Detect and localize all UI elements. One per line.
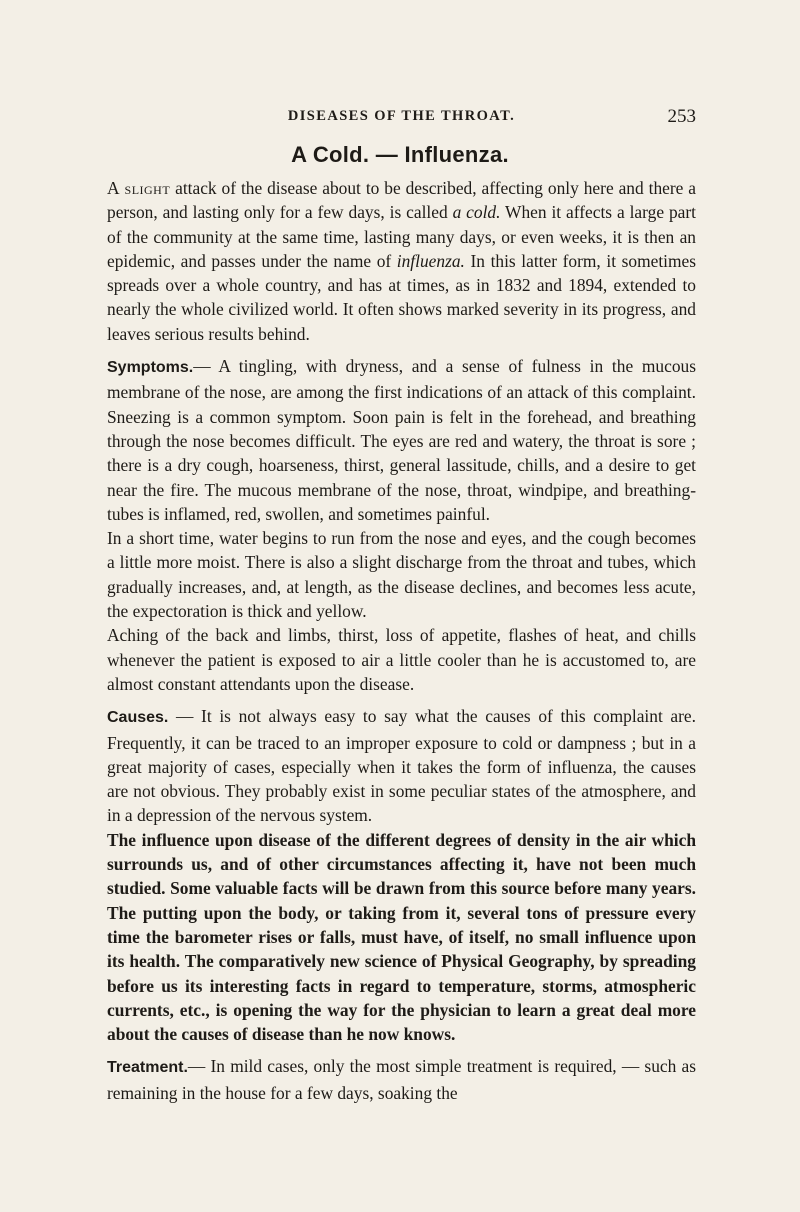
- symptoms-text-1: — A tingling, with dryness, and a sense of fulness in the mucous membrane of the nose, are among the first indications of an attack of this complaint. Sneezing is a common symptom. Soon pain is felt in the forehead, and breathing through the nose becomes difficult. The eyes are red and watery, the throat is sore ; there is a dry cough, hoarseness, thirst, general lassitude, chills, and a desire to get near the fire. The mucous membrane of the nose, throat, windpipe, and breathing-tubes is inflamed, red, swollen, and sometimes painful.: [107, 356, 696, 524]
- symptoms-text-2: In a short time, water begins to run from the nose and eyes, and the cough becomes a little more moist. There is also a slight discharge from the throat and tubes, which gradually increases, and, at length, as the disease declines, and becomes less acute, the expectoration is thick and yellow.: [107, 528, 696, 622]
- intro-text-1: attack of the disease about to be described, affecting only here and there a person, and lasting only for a few days, is called: [107, 178, 697, 223]
- symptoms-paragraph-2: [107, 526, 696, 623]
- term-influenza: influenza.: [396, 250, 465, 271]
- symptoms-paragraph-3: [107, 623, 696, 696]
- intro-text-3: In this latter form, it sometimes spreads over a whole country, and has at times, as in 1832 and 1894, extended to nearly the whole civilized world. It often shows marked severity in its progress, and leaves serious results behind.: [107, 250, 697, 344]
- intro-paragraph: [107, 176, 696, 346]
- causes-text-1: — It is not always easy to say what the causes of this complaint are. Frequently, it can be traced to an improper exposure to cold or dampness ; but in a great majority of cases, especially when it takes the form of influenza, the causes are not obvious. They probably exist in some peculiar states of the atmosphere, and in a depression of the nervous system.: [107, 706, 696, 826]
- section-title: A Cold. — Influenza.: [291, 142, 509, 167]
- body-text: [107, 176, 696, 1105]
- symptoms-text-3: Aching of the back and limbs, thirst, loss of appetite, flashes of heat, and chills whenever the patient is exposed to air a little cooler than he is accustomed to, are almost constant attendants upon the disease.: [107, 625, 696, 694]
- causes-text-2: The influence upon disease of the different degrees of density in the air which surrounds us, and of other circumstances affecting it, have not been much studied. Some valuable facts will be drawn from this source before many years. The putting upon the body, or taking from it, several tons of pressure every time the barometer rises or falls, must have, of itself, no small influence upon its health. The comparatively new science of Physical Geography, by spreading before us its interesting facts in regard to temperature, storms, atmospheric currents, etc., is opening the way for the physician to learn a great deal more about the causes of disease than he now knows.: [107, 829, 696, 1045]
- symptoms-paragraph: [107, 354, 696, 526]
- symptoms-heading: Symptoms.: [107, 359, 194, 377]
- page-number: 253: [667, 106, 696, 127]
- treatment-heading: Treatment.: [107, 1059, 188, 1077]
- causes-paragraph-2: [107, 828, 696, 1047]
- intro-lead: A slight: [107, 178, 171, 198]
- causes-heading: Causes.: [107, 709, 169, 727]
- treatment-paragraph: [107, 1054, 696, 1105]
- causes-paragraph: [107, 704, 696, 827]
- intro-text-2: When it affects a large part of the community at the same time, lasting many days, or even weeks, it is then an epidemic, and passes under the name of: [107, 202, 696, 271]
- term-cold: a cold.: [452, 202, 501, 223]
- treatment-text-1: — In mild cases, only the most simple treatment is required, — such as remaining in the house for a few days, soaking the: [107, 1056, 696, 1103]
- running-header: [107, 108, 696, 132]
- running-title: DISEASES OF THE THROAT.: [287, 108, 516, 124]
